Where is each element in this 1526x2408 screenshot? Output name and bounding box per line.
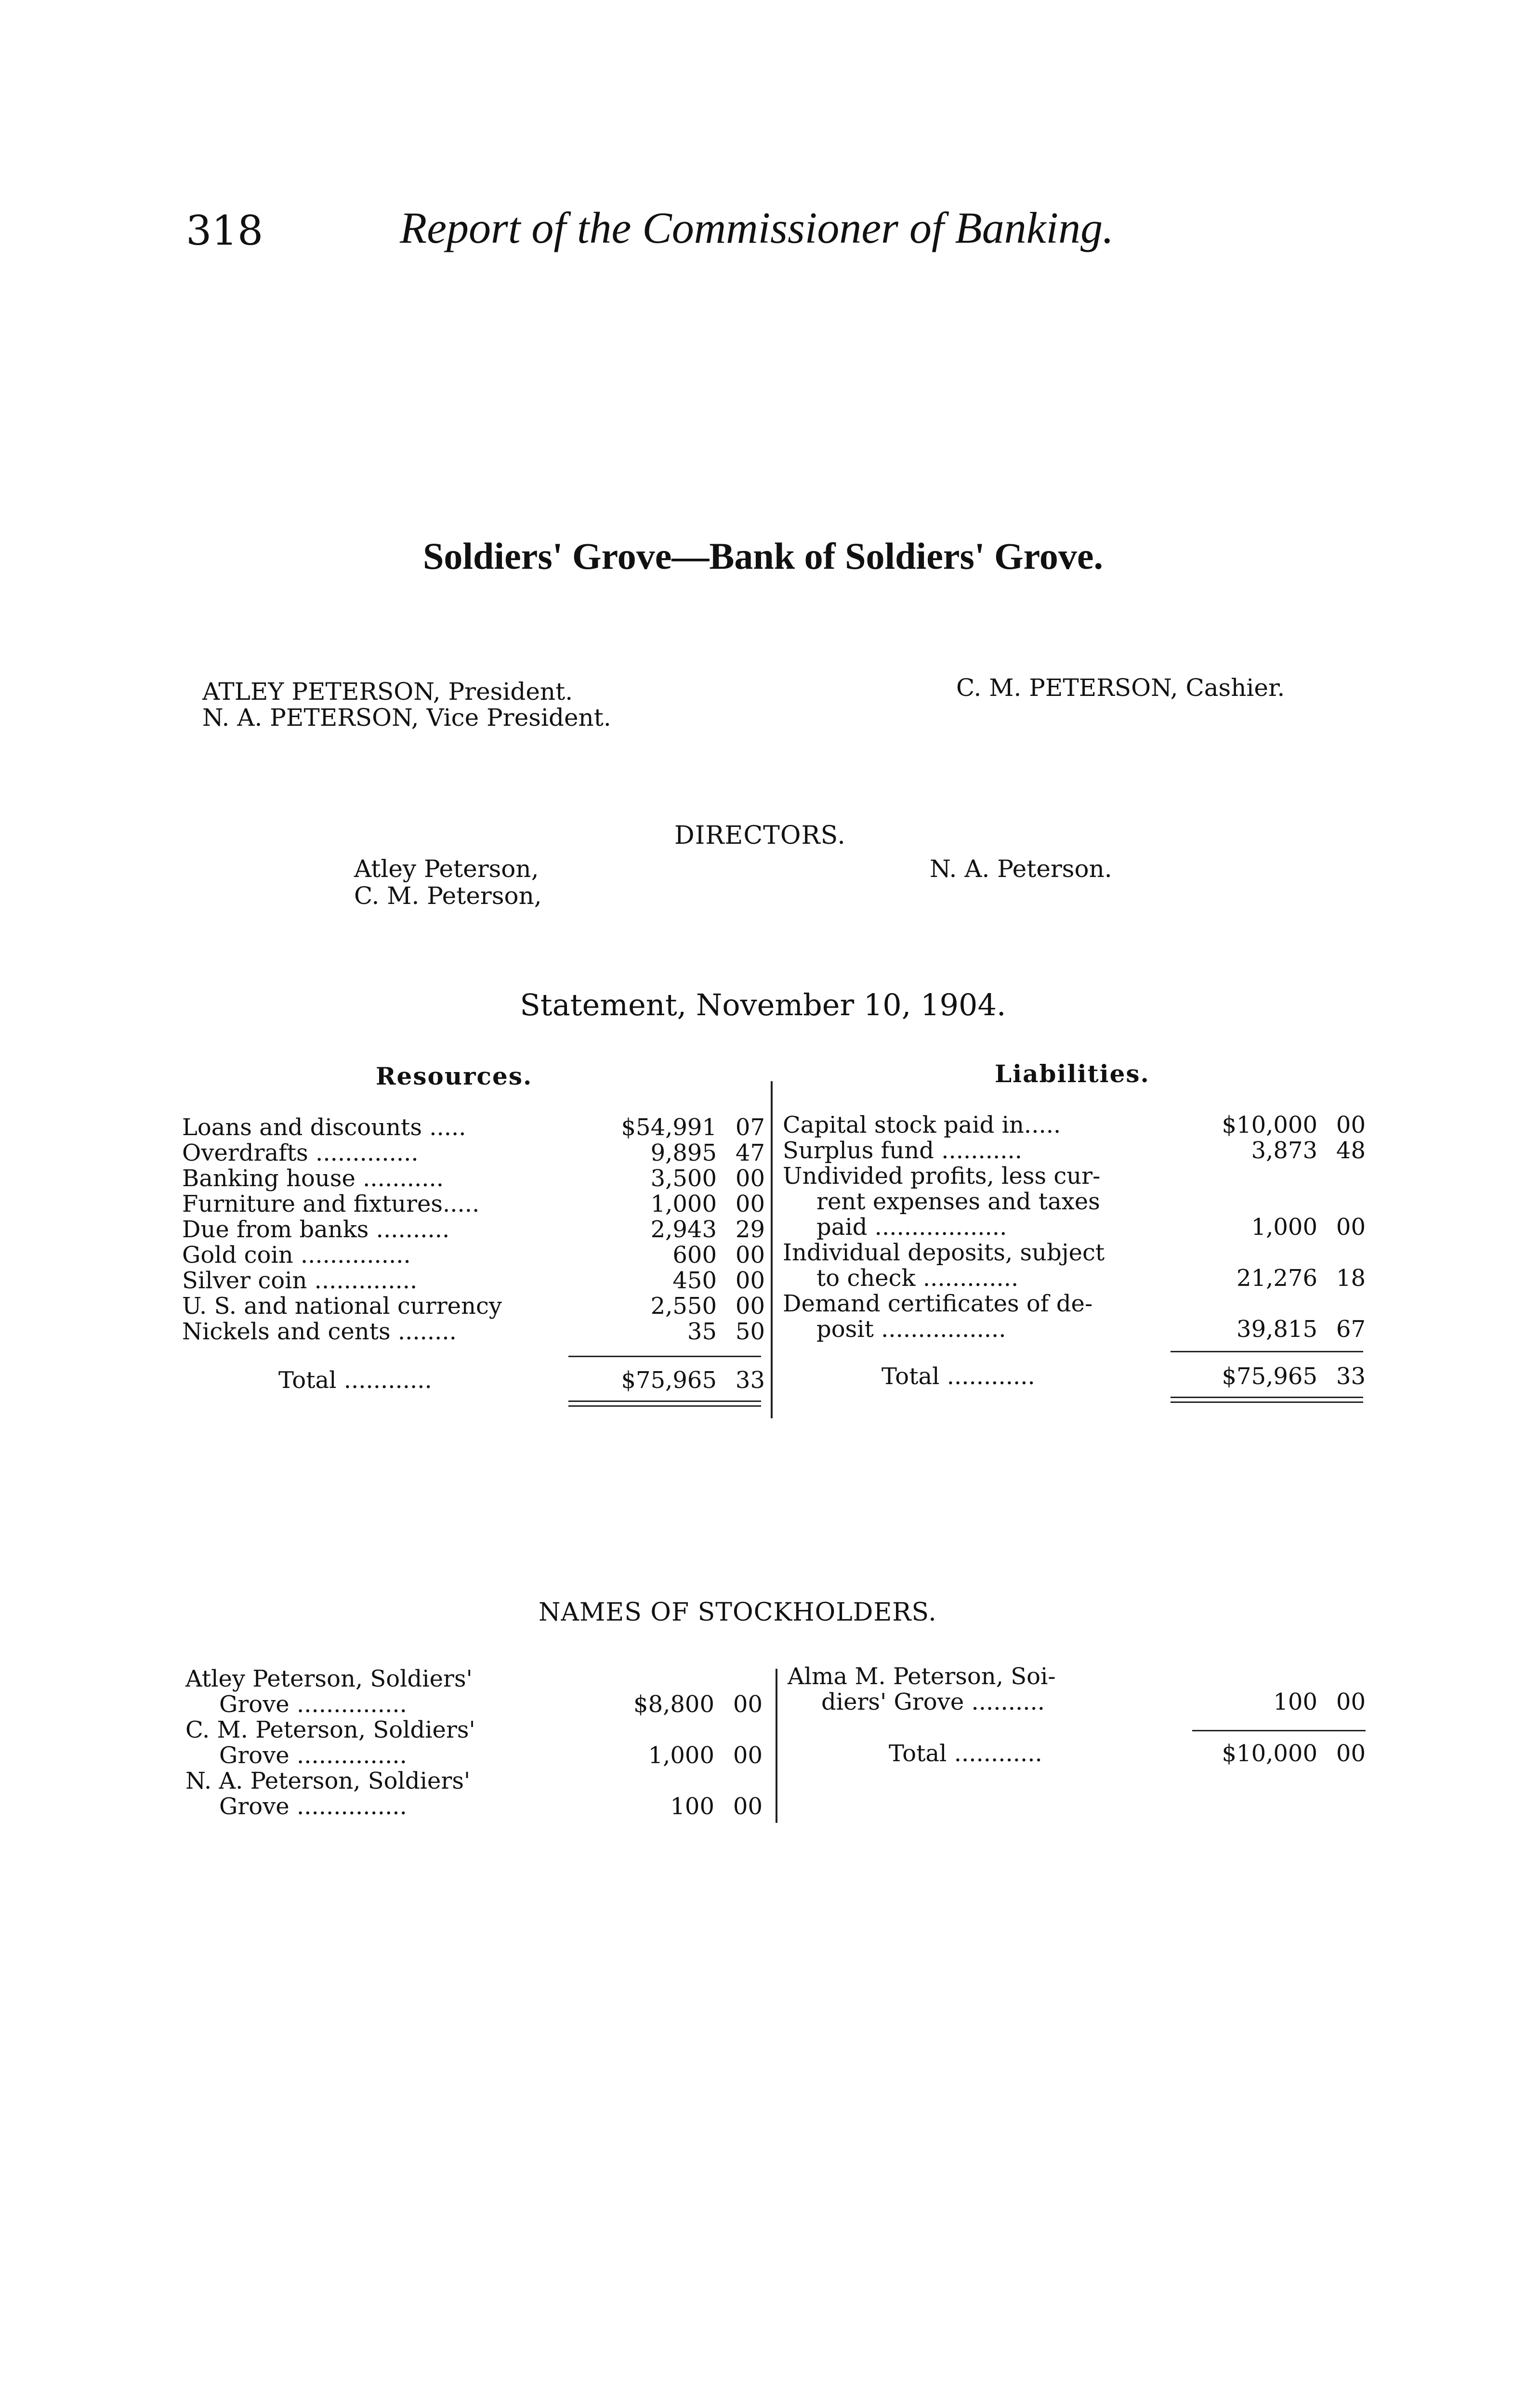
resource-label: Silver coin .............. bbox=[182, 1267, 418, 1294]
total-row bbox=[788, 1741, 1366, 1767]
stockholder-dollars: $8,800 bbox=[633, 1691, 714, 1718]
resources-double-rule bbox=[568, 1400, 761, 1402]
total-label: Total ............ bbox=[881, 1363, 1035, 1390]
stockholder-cents: 00 bbox=[733, 1793, 763, 1820]
liability-dollars: $10,000 bbox=[1222, 1112, 1317, 1139]
resource-label: Gold coin ............... bbox=[182, 1242, 411, 1269]
stockholders-divider bbox=[776, 1669, 777, 1823]
stockholder-cents: 00 bbox=[733, 1742, 763, 1769]
stockholders-right bbox=[788, 1664, 1366, 1715]
stockholder-row bbox=[185, 1717, 763, 1768]
liabilities-total-rule bbox=[1171, 1351, 1363, 1352]
liability-dollars: 3,873 bbox=[1251, 1137, 1317, 1164]
stockholders-total bbox=[788, 1741, 1366, 1767]
stockholder-place: Grove ............... bbox=[219, 1742, 407, 1769]
liabilities-table bbox=[783, 1112, 1366, 1342]
table-row bbox=[783, 1215, 1366, 1240]
liability-label-continued: rent expenses and taxes bbox=[816, 1188, 1100, 1215]
liability-label-continued: to check ............. bbox=[816, 1265, 1019, 1292]
directors-heading: DIRECTORS. bbox=[674, 821, 846, 850]
resource-label: Due from banks .......... bbox=[182, 1216, 450, 1243]
resource-cents: 00 bbox=[735, 1293, 765, 1320]
liabilities-heading: Liabilities. bbox=[995, 1060, 1150, 1088]
liability-label: Capital stock paid in..... bbox=[783, 1112, 1061, 1139]
stockholder-row bbox=[185, 1666, 763, 1717]
stockholder-name: N. A. Peterson, Soldiers' bbox=[185, 1767, 471, 1794]
stockholder-cents: 00 bbox=[1336, 1688, 1366, 1715]
officer-president: ATLEY PETERSON, President. bbox=[202, 678, 573, 706]
liability-cents: 67 bbox=[1336, 1316, 1366, 1343]
running-title: Report of the Commissioner of Banking. bbox=[400, 203, 1114, 252]
total-label: Total ............ bbox=[278, 1367, 432, 1394]
table-row bbox=[783, 1240, 1366, 1291]
total-row bbox=[783, 1364, 1366, 1389]
table-row bbox=[182, 1319, 765, 1345]
liability-cents: 00 bbox=[1336, 1112, 1366, 1139]
table-row bbox=[182, 1243, 765, 1268]
total-dollars: $75,965 bbox=[1222, 1363, 1317, 1390]
statement-title: Statement, November 10, 1904. bbox=[520, 987, 1006, 1022]
director-name: Atley Peterson, bbox=[354, 855, 539, 883]
liability-label-continued: posit ................. bbox=[816, 1316, 1006, 1343]
stockholder-row bbox=[185, 1768, 763, 1819]
resource-dollars: 1,000 bbox=[650, 1191, 717, 1217]
stockholder-place: diers' Grove .......... bbox=[821, 1688, 1045, 1715]
total-cents: 33 bbox=[735, 1367, 765, 1394]
liability-cents: 48 bbox=[1336, 1137, 1366, 1164]
stockholder-place: Grove ............... bbox=[219, 1793, 407, 1820]
liabilities-double-rule bbox=[1171, 1397, 1363, 1398]
resource-dollars: 2,943 bbox=[650, 1216, 717, 1243]
resource-cents: 50 bbox=[735, 1318, 765, 1345]
stockholders-total-rule bbox=[1192, 1730, 1366, 1731]
table-row bbox=[783, 1138, 1366, 1164]
resource-dollars: 450 bbox=[672, 1267, 717, 1294]
resources-total-rule bbox=[568, 1356, 761, 1357]
liability-label: Undivided profits, less cur- bbox=[783, 1163, 1101, 1190]
stockholder-row bbox=[788, 1664, 1366, 1715]
table-row bbox=[783, 1112, 1366, 1138]
resource-cents: 00 bbox=[735, 1165, 765, 1192]
liability-cents: 18 bbox=[1336, 1265, 1366, 1292]
stockholder-place: Grove ............... bbox=[219, 1691, 407, 1718]
table-row bbox=[182, 1191, 765, 1217]
total-cents: 33 bbox=[1336, 1363, 1366, 1390]
statement-divider bbox=[771, 1081, 773, 1418]
liability-cents: 00 bbox=[1336, 1214, 1366, 1241]
table-row bbox=[783, 1164, 1366, 1215]
director-name: C. M. Peterson, bbox=[354, 882, 542, 910]
bank-title: Soldiers' Grove—Bank of Soldiers' Grove. bbox=[423, 535, 1103, 577]
liabilities-double-rule bbox=[1171, 1401, 1363, 1403]
total-dollars: $10,000 bbox=[1222, 1740, 1317, 1767]
resource-dollars: 3,500 bbox=[650, 1165, 717, 1192]
liability-label: Demand certificates of de- bbox=[783, 1290, 1093, 1317]
resource-label: Furniture and fixtures..... bbox=[182, 1191, 480, 1217]
resources-table bbox=[182, 1115, 765, 1345]
resource-label: Overdrafts .............. bbox=[182, 1139, 419, 1166]
resource-label: Loans and discounts ..... bbox=[182, 1114, 466, 1141]
table-row bbox=[783, 1291, 1366, 1342]
stockholders-heading: NAMES OF STOCKHOLDERS. bbox=[539, 1598, 937, 1627]
resource-cents: 07 bbox=[735, 1114, 765, 1141]
page-number: 318 bbox=[186, 207, 263, 254]
resource-cents: 47 bbox=[735, 1139, 765, 1166]
stockholders-left bbox=[185, 1666, 763, 1819]
liability-label: Individual deposits, subject bbox=[783, 1239, 1105, 1266]
total-cents: 00 bbox=[1336, 1740, 1366, 1767]
total-label: Total ............ bbox=[889, 1740, 1042, 1767]
stockholder-name: Atley Peterson, Soldiers' bbox=[185, 1665, 473, 1692]
resource-label: Nickels and cents ........ bbox=[182, 1318, 457, 1345]
resources-heading: Resources. bbox=[376, 1062, 533, 1090]
table-row bbox=[182, 1294, 765, 1319]
table-row bbox=[182, 1115, 765, 1140]
resource-dollars: 2,550 bbox=[650, 1293, 717, 1320]
stockholder-dollars: 100 bbox=[670, 1793, 714, 1820]
resource-cents: 00 bbox=[735, 1242, 765, 1269]
resource-dollars: 9,895 bbox=[650, 1139, 717, 1166]
table-row bbox=[182, 1268, 765, 1294]
director-name: N. A. Peterson. bbox=[930, 855, 1112, 883]
liability-label: Surplus fund ........... bbox=[783, 1137, 1023, 1164]
table-row bbox=[182, 1217, 765, 1243]
resource-dollars: 600 bbox=[672, 1242, 717, 1269]
liability-dollars: 1,000 bbox=[1251, 1214, 1317, 1241]
table-row bbox=[182, 1166, 765, 1191]
total-row bbox=[182, 1368, 765, 1393]
resource-dollars: 35 bbox=[687, 1318, 717, 1345]
resource-cents: 00 bbox=[735, 1191, 765, 1217]
stockholder-cents: 00 bbox=[733, 1691, 763, 1718]
total-dollars: $75,965 bbox=[621, 1367, 717, 1394]
resources-total bbox=[182, 1368, 765, 1393]
officer-vice-president: N. A. PETERSON, Vice President. bbox=[202, 704, 611, 732]
liability-dollars: 39,815 bbox=[1237, 1316, 1317, 1343]
resource-cents: 00 bbox=[735, 1267, 765, 1294]
liability-dollars: 21,276 bbox=[1237, 1265, 1317, 1292]
stockholder-name: Alma M. Peterson, Soi- bbox=[788, 1663, 1056, 1690]
table-row bbox=[182, 1140, 765, 1166]
resource-dollars: $54,991 bbox=[621, 1114, 717, 1141]
resource-cents: 29 bbox=[735, 1216, 765, 1243]
resource-label: Banking house ........... bbox=[182, 1165, 444, 1192]
resource-label: U. S. and national currency bbox=[182, 1293, 502, 1320]
stockholder-dollars: 100 bbox=[1273, 1688, 1317, 1715]
liabilities-total bbox=[783, 1364, 1366, 1389]
stockholder-dollars: 1,000 bbox=[648, 1742, 714, 1769]
stockholder-name: C. M. Peterson, Soldiers' bbox=[185, 1716, 475, 1743]
resources-double-rule bbox=[568, 1405, 761, 1407]
liability-label: paid .................. bbox=[816, 1214, 1007, 1241]
officer-cashier: C. M. PETERSON, Cashier. bbox=[956, 674, 1285, 702]
